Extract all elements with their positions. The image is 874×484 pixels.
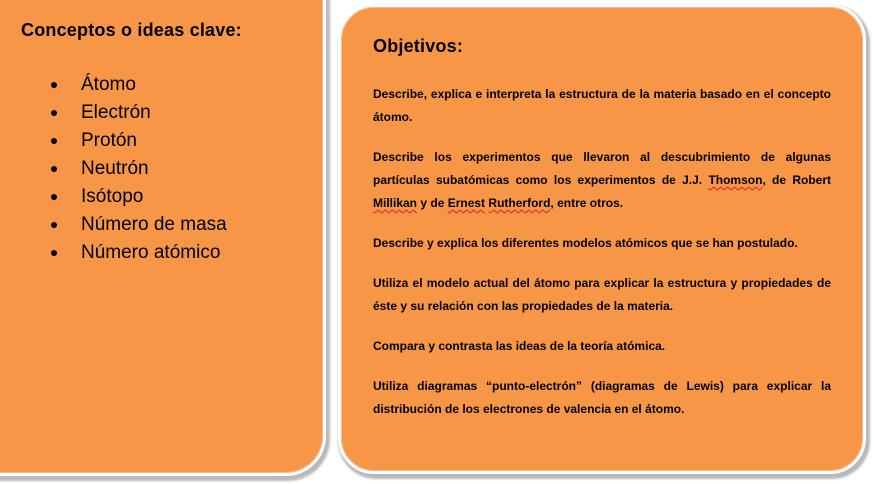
concept-label: Isótopo (81, 186, 144, 207)
spellcheck-word-ernest[interactable]: Ernest (447, 196, 486, 210)
objectives-card (338, 4, 866, 474)
concept-label: Neutrón (81, 158, 149, 179)
bullet-icon (51, 82, 57, 88)
objectives-title: Objetivos: (373, 36, 464, 56)
bullet-icon (51, 222, 57, 228)
bullet-icon (51, 138, 57, 144)
concept-label: Átomo (81, 74, 136, 95)
objective-text: , entre otros. (550, 196, 624, 210)
objective-text: Describe los experimentos que llevaron al descubrimiento de algunas partículas subatómicas como los experimentos de J.J. (373, 150, 831, 187)
list-item (51, 183, 227, 211)
spellcheck-word-thomson[interactable]: Thomson (708, 173, 763, 187)
bullet-icon (51, 110, 57, 116)
objectives-list (373, 83, 831, 438)
list-item (51, 211, 227, 239)
key-concepts-title: Conceptos o ideas clave: (21, 20, 242, 40)
list-item (51, 127, 227, 155)
objective-paragraph: Utiliza el modelo actual del átomo para explicar la estructura y propiedades de éste y su relación con las propiedades de la materia. (373, 276, 831, 313)
concept-label: Número de masa (81, 214, 227, 235)
list-item (51, 71, 227, 99)
spellcheck-word-rutherford[interactable]: Rutherford (488, 196, 551, 210)
objective-paragraph: Describe, explica e interpreta la estructura de la materia basado en el concepto átomo. (373, 87, 831, 124)
bullet-icon (51, 166, 57, 172)
key-concepts-card (0, 0, 326, 476)
objective-text: y de (417, 196, 448, 210)
key-concepts-list (51, 71, 227, 267)
objective-paragraph: Compara y contrasta las ideas de la teoría atómica. (373, 339, 666, 353)
bullet-icon (51, 250, 57, 256)
concept-label: Número atómico (81, 242, 221, 263)
spellcheck-word-millikan[interactable]: Millikan (373, 196, 418, 210)
objective-text: , de Robert (762, 173, 832, 187)
concept-label: Electrón (81, 102, 151, 123)
objective-paragraph: Describe y explica los diferentes modelos atómicos que se han postulado. (373, 236, 798, 250)
list-item (51, 155, 227, 183)
list-item (51, 99, 227, 127)
objective-paragraph: Utiliza diagramas “punto-electrón” (diagramas de Lewis) para explicar la distribución de los electrones de valencia en el átomo. (373, 379, 831, 416)
list-item (51, 239, 227, 267)
objective-paragraph (373, 146, 831, 215)
bullet-icon (51, 194, 57, 200)
concept-label: Protón (81, 130, 137, 151)
